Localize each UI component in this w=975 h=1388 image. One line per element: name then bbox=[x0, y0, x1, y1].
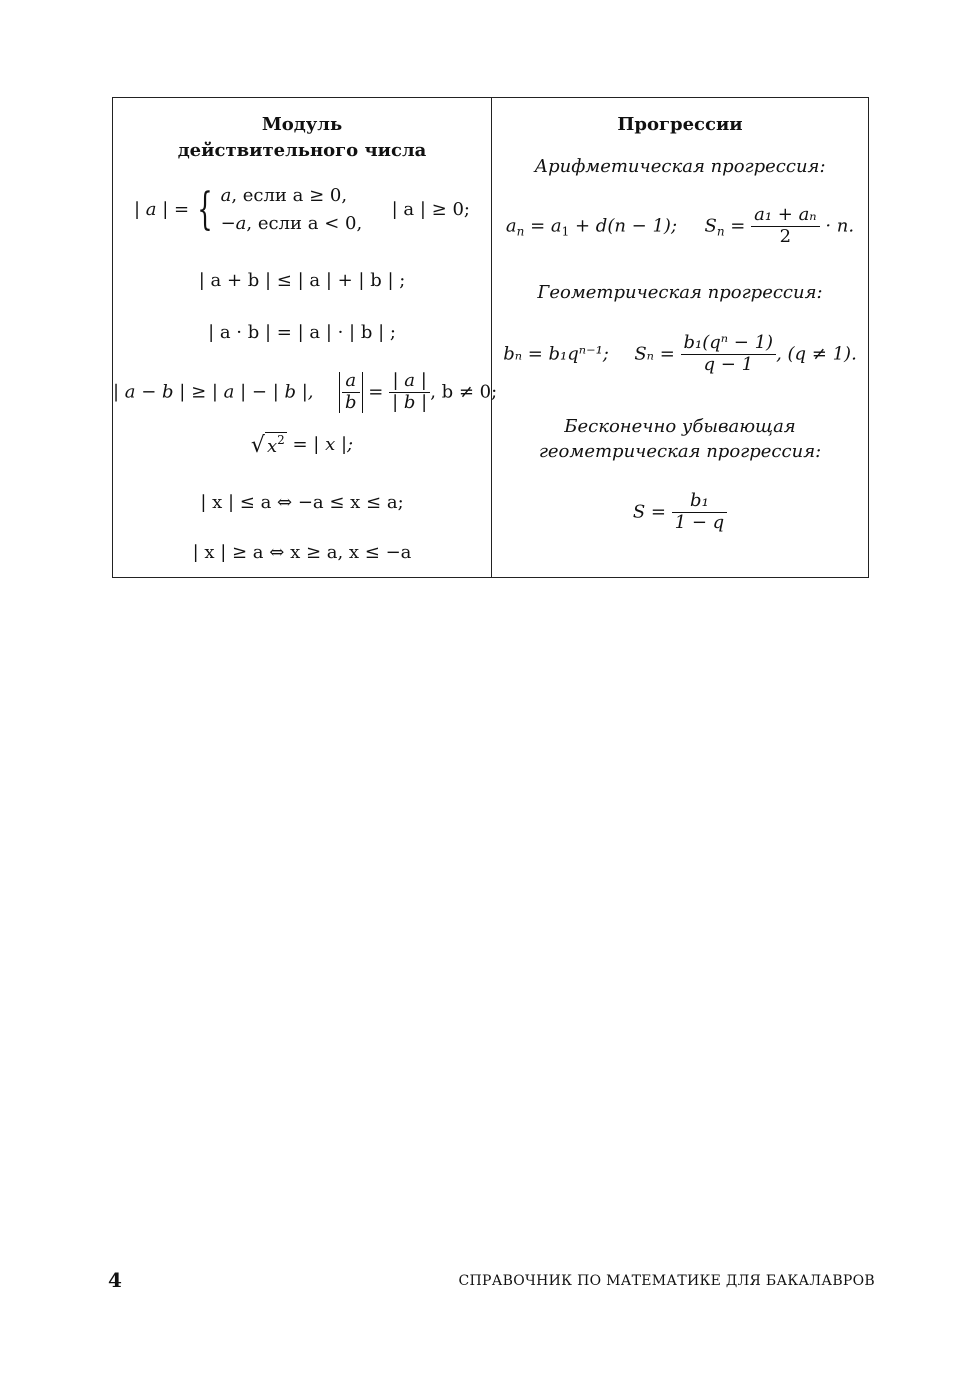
case2-value: −a bbox=[220, 213, 247, 234]
abs-cases bbox=[221, 182, 363, 238]
case1-value: a bbox=[220, 185, 232, 206]
triangle-inequality: | a + b | ≤ | a | + | b | ; bbox=[198, 270, 406, 291]
right-heading: Прогрессии bbox=[617, 114, 743, 135]
absolute-value-column bbox=[113, 98, 498, 577]
infinite-sum-fraction: $\frac{\text{b₁}}{1 - q}$ bbox=[672, 492, 728, 533]
geometric-title: Геометрическая прогрессия: bbox=[537, 282, 823, 303]
abs-diff-quotient: | a − b | ≥ | a | − | b |, $\frac{a}{b}$ = $\frac{| a |}{| b |}$ , b ≠ 0; bbox=[113, 370, 498, 413]
left-heading bbox=[113, 112, 491, 164]
formula-table bbox=[112, 97, 869, 578]
sqrt-icon: √ $x^2$ bbox=[250, 433, 285, 458]
left-heading-line1: Модуль bbox=[261, 114, 343, 135]
arithmetic-sum-fraction: $\frac{\text{a₁ + aₙ}}{2}$ bbox=[751, 206, 820, 247]
book-title: СПРАВОЧНИК ПО МАТЕМАТИКЕ ДЛЯ БАКАЛАВРОВ bbox=[458, 1273, 875, 1289]
page-number: 4 bbox=[108, 1268, 122, 1292]
abs-fraction-rhs: $\frac{| a |}{| b |}$ bbox=[389, 372, 430, 413]
geometric-sum-fraction: $\frac{\text{b₁(qⁿ − 1)}}{q - 1}$ bbox=[681, 334, 777, 375]
abs-definition: | a | = { a, если a ≥ 0, −a, если a < 0, | a | ≥ 0; bbox=[113, 182, 491, 238]
abs-fraction-lhs: $\frac{a}{b}$ bbox=[339, 372, 363, 413]
case2-condition: , если a < 0, bbox=[246, 213, 363, 234]
quotient-condition: , b ≠ 0; bbox=[430, 381, 498, 403]
abs-nonnegative: | a | ≥ 0; bbox=[391, 199, 470, 220]
arithmetic-formulas: $a_n = a_1 + d(n - 1)$; $S_n$ = $\frac{\text{a₁ + aₙ}}{2}$ · n. bbox=[505, 204, 855, 247]
case1-condition: , если a ≥ 0, bbox=[231, 185, 348, 206]
brace-icon: { bbox=[197, 184, 213, 235]
abs-product: | a · b | = | a | · | b | ; bbox=[208, 322, 396, 343]
infinite-sum-formula: S = $\frac{\text{b₁}}{1 - q}$ bbox=[492, 492, 868, 533]
abs-difference: | a − b | ≥ | a | − | b |, bbox=[113, 381, 314, 403]
abs-inequality-le: | x | ≤ a ⇔ −a ≤ x ≤ a; bbox=[200, 492, 404, 513]
infinite-geometric-title: Бесконечно убывающая геометрическая прогрессия: bbox=[538, 416, 822, 462]
sqrt-rhs: = | x |; bbox=[292, 434, 354, 455]
progressions-column bbox=[492, 98, 868, 577]
geometric-formulas: bₙ = b₁qⁿ⁻¹; Sₙ = $\frac{\text{b₁(qⁿ − 1)}}{q - 1}$ , (q ≠ 1). bbox=[503, 332, 857, 375]
abs-inequality-ge: | x | ≥ a ⇔ x ≥ a, x ≤ −a bbox=[192, 542, 412, 563]
left-heading-line2: действительного числа bbox=[177, 140, 427, 161]
arithmetic-title: Арифметическая прогрессия: bbox=[534, 156, 826, 177]
sqrt-identity bbox=[113, 432, 491, 458]
abs-a-lhs: | a | bbox=[133, 199, 169, 220]
